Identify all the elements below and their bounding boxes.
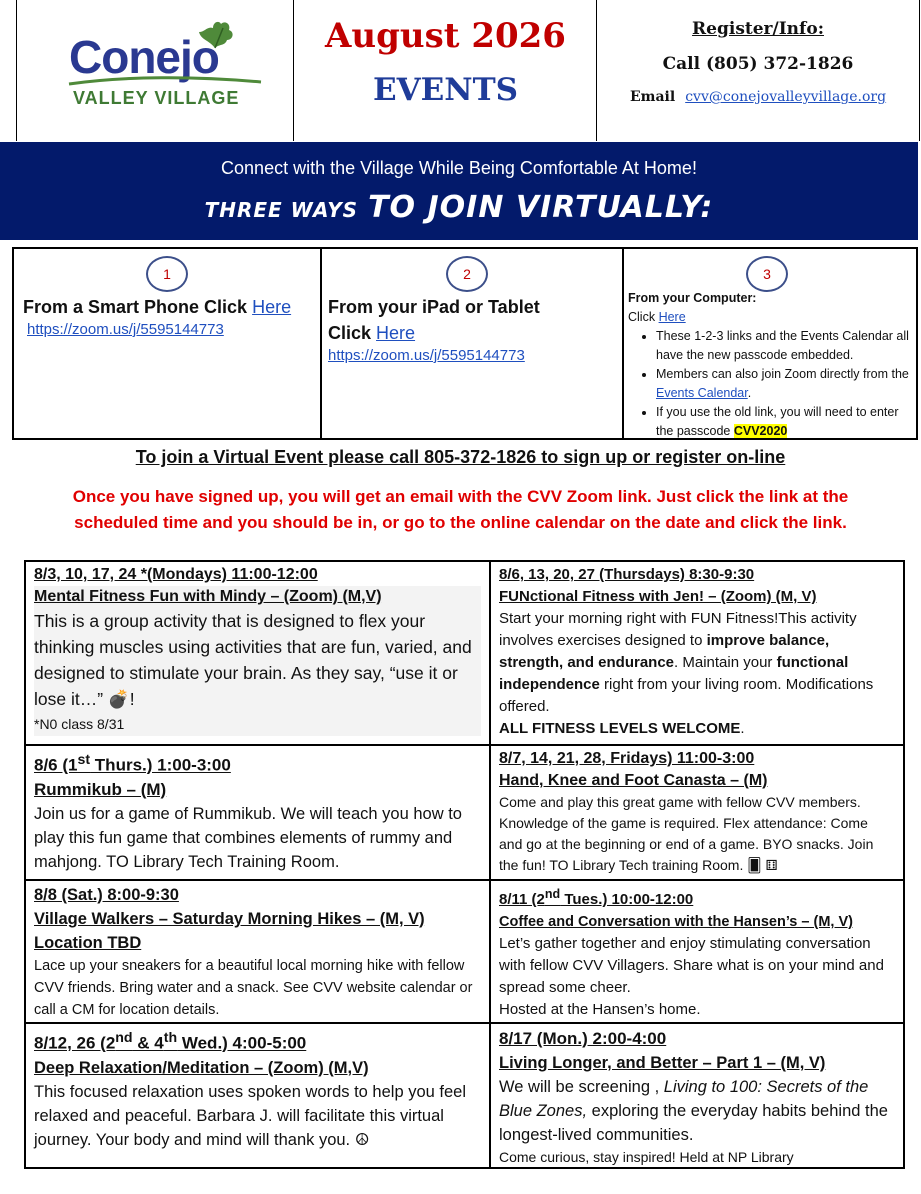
computer-instructions-list <box>628 327 918 441</box>
event-description-bold: functional independence <box>499 654 849 693</box>
logo-swoosh <box>65 74 265 88</box>
event-description-text: We will be screening , <box>499 1078 660 1096</box>
event-description-text: exploring the everyday habits behind the longest-lived communities. <box>499 1102 888 1144</box>
join-method-computer <box>622 249 916 438</box>
list-item-text: . <box>747 386 752 400</box>
event-date <box>34 1026 481 1056</box>
event-title: Hand, Knee and Foot Canasta – (M) <box>499 772 768 789</box>
event-cell <box>491 881 903 1022</box>
list-item <box>656 327 918 365</box>
event-date <box>499 883 895 911</box>
event-date-text: Thurs.) 1:00-3:00 <box>90 755 231 775</box>
event-host: Hosted at the Hansen’s home. <box>499 1001 701 1018</box>
join-method-phone <box>14 249 322 438</box>
event-description-text: . Maintain your <box>674 654 773 671</box>
join-method-title <box>23 294 291 320</box>
join-method-title <box>328 294 540 346</box>
event-description-text: Come and play this great game with fellow CVV members. Knowledge of the game is required. Flex attendance: Come and go at the beginning or end of a game. BYO snacks. Join the fun! TO Library Tech training Room. <box>499 794 874 873</box>
register-title: Register/Info: <box>692 19 824 39</box>
event-description-text: This is a group activity that is designed to flex your thinking muscles using activities that are fun, varied, and designed to stimulate your brain. As they say, “use it or lose it…” <box>34 611 472 709</box>
zoom-url-link[interactable]: https://zoom.us/j/5595144773 <box>328 347 525 364</box>
event-description <box>499 608 895 740</box>
event-title: Village Walkers – Saturday Morning Hikes – (M, V) <box>34 910 425 928</box>
event-date <box>34 748 481 778</box>
event-description <box>499 792 895 876</box>
event-date-text: Wed.) 4:00-5:00 <box>177 1033 307 1053</box>
events-calendar-link[interactable]: Events Calendar <box>656 386 748 400</box>
page-title: August 2026 <box>325 16 566 56</box>
signup-instructions: To join a Virtual Event please call 805-372-1826 to sign up or register on-line <box>135 447 786 467</box>
signed-up-note: Once you have signed up, you will get an email with the CVV Zoom link. Just click the link at the scheduled time and you should be in, or go to the online calendar on the date and click the link. <box>72 487 849 532</box>
event-date-sup: nd <box>544 887 561 901</box>
click-here-row <box>628 308 686 327</box>
event-cell <box>26 746 489 879</box>
event-description-bold: ALL FITNESS LEVELS WELCOME <box>499 720 741 737</box>
event-title: Coffee and Conversation with the Hansen’s – (M, V) <box>499 914 853 930</box>
click-text: Click <box>628 310 656 324</box>
event-date-text: Tues.) 10:00-12:00 <box>560 891 694 908</box>
event-date-sup: th <box>163 1030 178 1046</box>
page-subtitle: EVENTS <box>372 72 519 108</box>
event-description-bold: improve balance, strength, and endurance <box>499 632 830 671</box>
event-cell <box>26 562 489 744</box>
list-item <box>656 403 918 441</box>
event-description: Join us for a game of Rummikub. We will teach you how to play this fun game that combines elements of rummy and mahjong. TO Library Tech Training Room. <box>34 804 462 871</box>
join-methods-table <box>12 247 918 440</box>
join-method-title-text: From your iPad or Tablet <box>328 297 540 317</box>
event-location: Location TBD <box>34 934 142 952</box>
join-method-title: From your Computer: <box>628 291 757 305</box>
peace-icon: ☮ <box>354 1130 370 1149</box>
event-cell <box>491 746 903 879</box>
event-title: Mental Fitness Fun with Mindy – (Zoom) (M,V) <box>34 586 481 608</box>
event-date: 8/8 (Sat.) 8:00-9:30 <box>34 886 179 904</box>
event-description-text: right from your living room. Modifications offered. <box>499 676 874 715</box>
here-link[interactable]: Here <box>658 310 686 324</box>
event-date-text: 8/11 (2 <box>499 891 545 908</box>
list-item <box>656 365 918 403</box>
virtual-banner <box>0 142 918 240</box>
email-link[interactable]: cvv@conejovalleyvillage.org <box>685 89 887 105</box>
event-cell <box>491 1024 903 1167</box>
logo-subtitle: VALLEY VILLAGE <box>73 88 240 108</box>
list-item-text: Members can also join Zoom directly from the <box>656 367 909 381</box>
here-link[interactable]: Here <box>252 297 292 317</box>
event-title: Living Longer, and Better – Part 1 – (M, V) <box>499 1054 826 1072</box>
step-number-badge: 2 <box>446 256 488 292</box>
here-link[interactable]: Here <box>376 323 416 343</box>
event-cell <box>26 1024 489 1167</box>
banner-heading-big: TO JOIN VIRTUALLY: <box>368 190 714 225</box>
event-description-text: . <box>740 720 745 737</box>
event-description: Lace up your sneakers for a beautiful local morning hike with fellow CVV friends. Bring water and a snack. See CVV website calendar or call a CM for location details. <box>34 958 473 1018</box>
email-label: Email <box>630 89 676 105</box>
cards-dice-icon: 🂠 ⚅ <box>747 857 778 873</box>
join-method-tablet <box>320 249 624 438</box>
event-cell <box>491 562 903 744</box>
event-date-text: 8/6 (1 <box>34 755 78 775</box>
click-text: Click <box>328 323 372 343</box>
banner-tagline: Connect with the Village While Being Comfortable At Home! <box>221 158 697 178</box>
event-description-text: Start your morning right with FUN Fitness!This activity involves exercises designed to <box>499 610 857 649</box>
logo-wordmark: Conejo <box>69 31 219 83</box>
step-number-badge: 3 <box>746 256 788 292</box>
event-date-sup: st <box>77 752 91 768</box>
logo-cell <box>16 0 294 141</box>
list-item-text: If you use the old link, you will need to enter the passcode <box>656 405 899 438</box>
event-description: Let’s gather together and enjoy stimulating conversation with fellow CVV Villagers. Share what is on your mind and spread some cheer. <box>499 935 884 996</box>
events-table <box>24 560 905 1169</box>
event-description <box>34 608 481 712</box>
event-date: 8/3, 10, 17, 24 *(Mondays) 11:00-12:00 <box>34 566 318 583</box>
month-cell <box>293 0 597 141</box>
event-note: Come curious, stay inspired! Held at NP Library <box>499 1149 794 1165</box>
event-cell <box>26 881 489 1022</box>
event-title: FUNctional Fitness with Jen! – (Zoom) (M, V) <box>499 588 817 605</box>
event-date-text: 8/12, 26 (2 <box>34 1033 116 1053</box>
bomb-emoji-icon: 💣! <box>107 689 135 709</box>
passcode-highlight: CVV2020 <box>733 424 788 438</box>
register-email-row <box>630 89 886 105</box>
event-date: 8/6, 13, 20, 27 (Thursdays) 8:30-9:30 <box>499 566 755 583</box>
event-description-italic: Living to 100: Secrets of the Blue Zones, <box>499 1078 869 1120</box>
register-phone: Call (805) 372-1826 <box>662 54 854 74</box>
banner-heading-small: THREE WAYS <box>204 198 359 222</box>
step-number-badge: 1 <box>146 256 188 292</box>
register-cell <box>596 0 920 141</box>
event-date: 8/7, 14, 21, 28, Fridays) 11:00-3:00 <box>499 750 755 767</box>
event-description-text: This focused relaxation uses spoken words to help you feel relaxed and peaceful. Barbara J. will facilitate this virtual journey. Your body and mind will thank you. <box>34 1082 466 1149</box>
event-title: Deep Relaxation/Meditation – (Zoom) (M,V) <box>34 1058 369 1077</box>
zoom-url-link[interactable]: https://zoom.us/j/5595144773 <box>27 321 224 338</box>
page-header <box>16 0 919 141</box>
list-item-text: These 1-2-3 links and the Events Calendar all have the new passcode embedded. <box>656 329 909 362</box>
event-date-text: & 4 <box>132 1033 164 1053</box>
event-note: *N0 class 8/31 <box>34 712 481 736</box>
event-date: 8/17 (Mon.) 2:00-4:00 <box>499 1029 667 1048</box>
event-description <box>499 1075 895 1147</box>
join-method-title-text: From a Smart Phone Click <box>23 297 248 317</box>
banner-heading <box>0 190 918 225</box>
event-title: Rummikub – (M) <box>34 779 167 799</box>
event-date-sup: nd <box>115 1030 133 1046</box>
event-description <box>34 1080 481 1152</box>
